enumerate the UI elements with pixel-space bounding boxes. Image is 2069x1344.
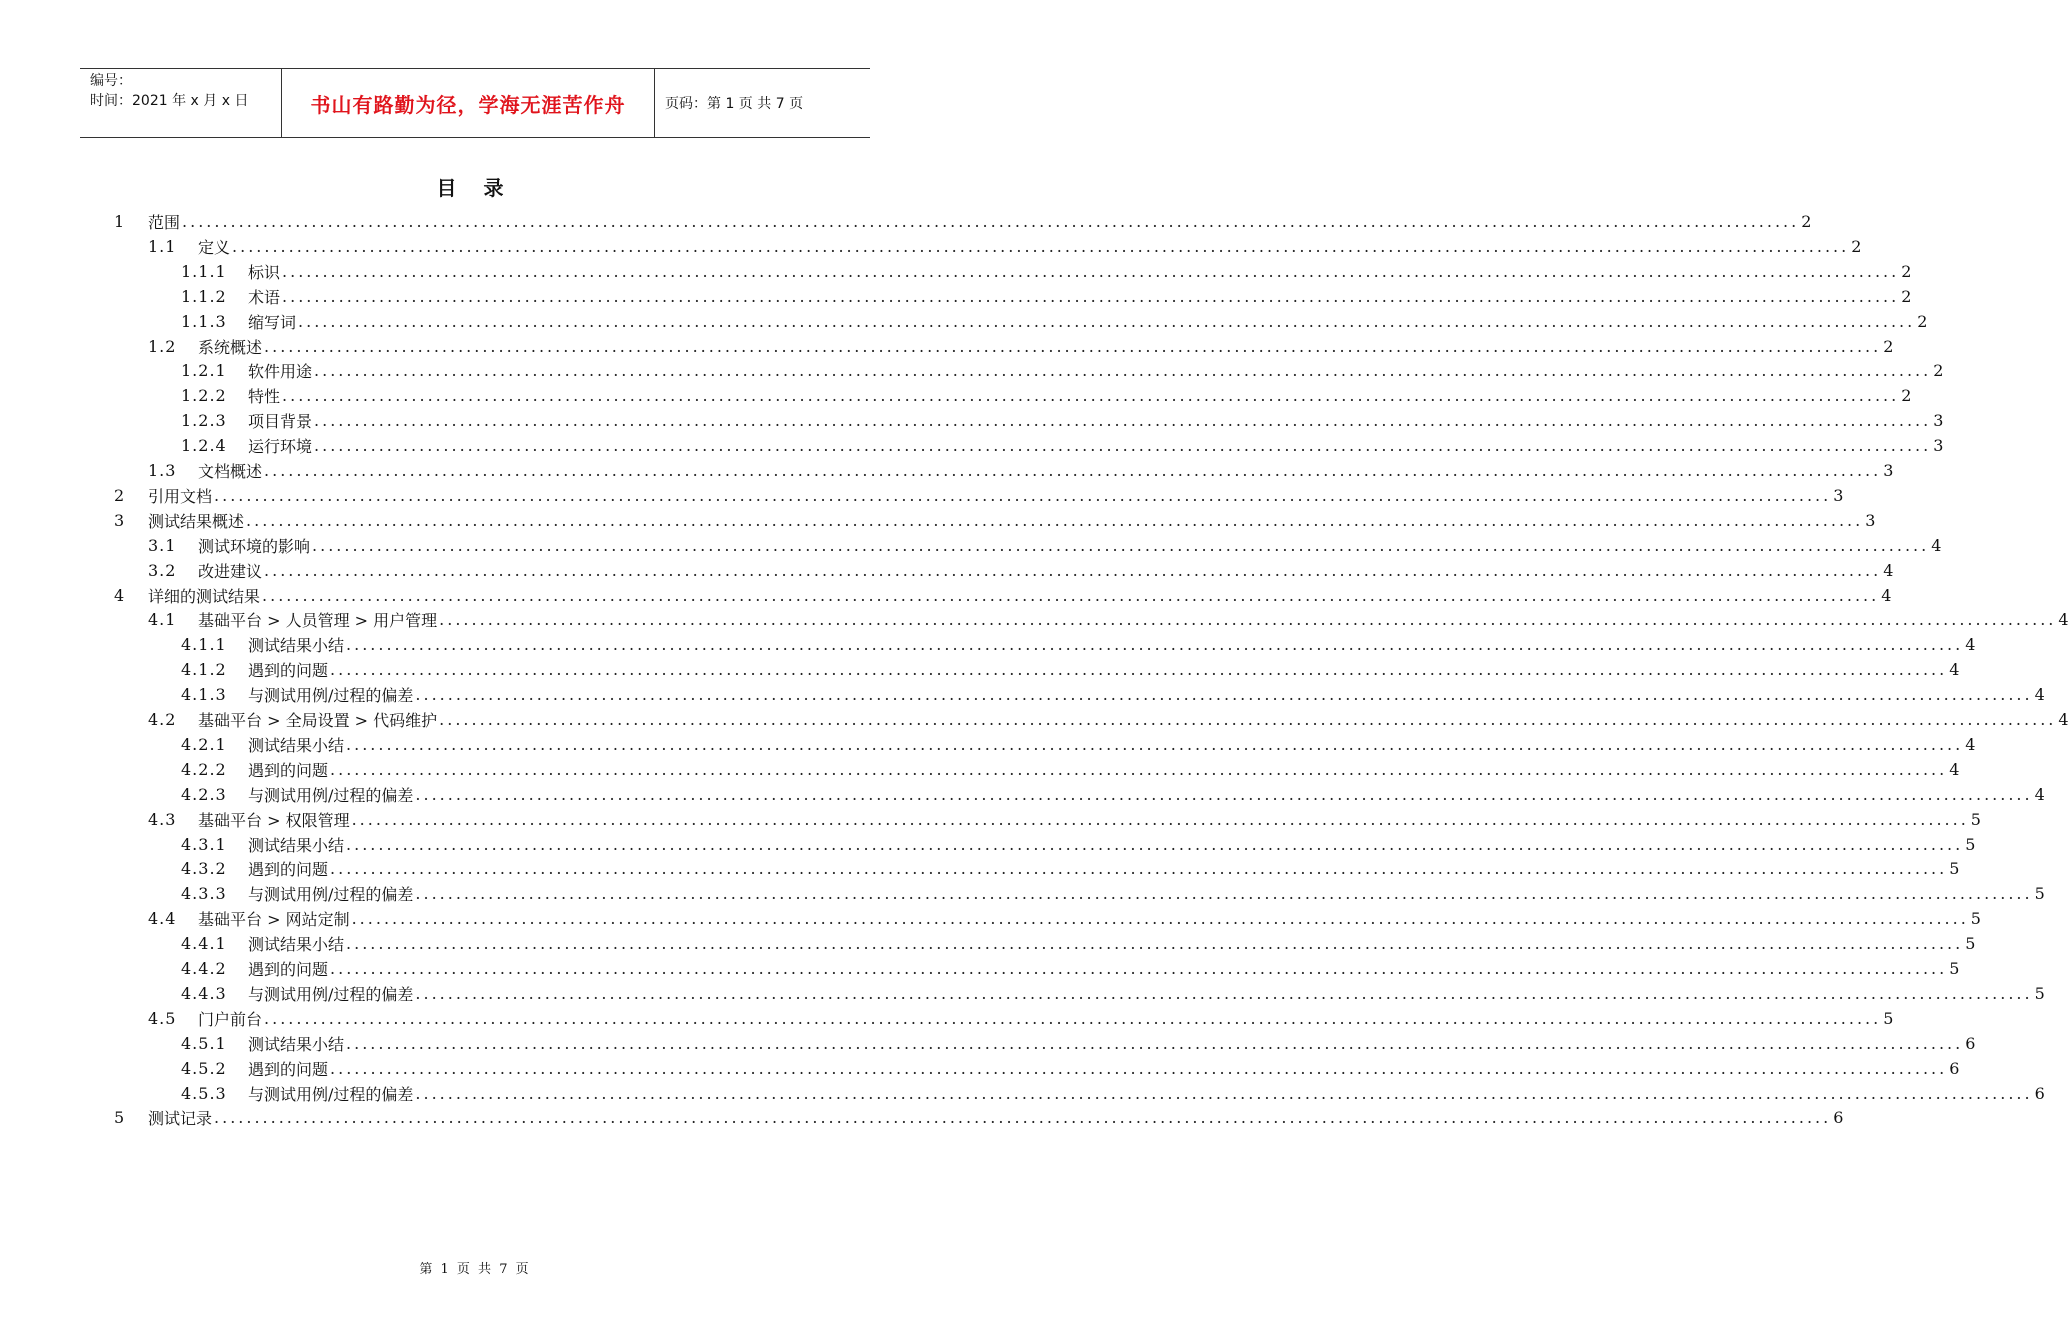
toc-entry-title: 与测试用例/过程的偏差 — [248, 785, 414, 805]
toc-entry-page: 4 — [2034, 685, 2045, 705]
toc-entry-title: 遇到的问题 — [248, 960, 329, 979]
toc-entry-page: 2 — [1917, 311, 1928, 331]
toc-entry-title: 软件用途 — [248, 362, 313, 382]
toc-entry[interactable] — [114, 1105, 1844, 1130]
toc-entry-number: 1.2.3 — [181, 411, 227, 431]
toc-entry-page: 6 — [1949, 1058, 1960, 1078]
toc-leader-dots: ........................................................................................................................................................................................................ — [182, 212, 1800, 231]
toc-entry-title: 测试结果小结 — [248, 1034, 345, 1054]
toc-leader-dots: ........................................................................................................................................................................................................ — [439, 710, 2057, 729]
page-header — [80, 68, 870, 138]
toc-entry-title: 与测试用例/过程的偏差 — [248, 686, 414, 706]
toc-entry[interactable] — [148, 558, 1894, 583]
toc-entry-page: 2 — [1901, 261, 1912, 281]
toc-entry[interactable] — [181, 408, 1944, 433]
toc-entry-page: 5 — [1949, 959, 1960, 978]
toc-entry[interactable] — [181, 856, 1960, 881]
toc-leader-dots: ........................................................................................................................................................................................................ — [415, 1083, 2033, 1103]
toc-entry[interactable] — [181, 309, 1928, 334]
toc-leader-dots: ........................................................................................................................................................................................................ — [282, 386, 1900, 406]
toc-entry[interactable] — [148, 1006, 1894, 1031]
toc-leader-dots: ........................................................................................................................................................................................................ — [314, 361, 1932, 381]
toc-entry-page: 4 — [1965, 635, 1976, 655]
toc-entry-number: 3.1 — [148, 535, 177, 555]
toc-entry[interactable] — [181, 1031, 1976, 1056]
toc-leader-dots: ........................................................................................................................................................................................................ — [312, 535, 1930, 555]
toc-entry-number: 4.1.3 — [181, 685, 227, 705]
toc-entry-page: 3 — [1833, 485, 1844, 505]
toc-entry-title: 测试结果概述 — [148, 511, 245, 531]
toc-entry-title: 与测试用例/过程的偏差 — [248, 984, 414, 1004]
header-motto: 书山有路勤为径，学海无涯苦作舟 — [310, 92, 626, 117]
toc-leader-dots: ........................................................................................................................................................................................................ — [346, 1033, 1964, 1053]
toc-entry[interactable] — [148, 533, 1942, 558]
toc-leader-dots: ........................................................................................................................................................................................................ — [298, 311, 1916, 331]
toc-entry-title: 测试结果小结 — [248, 636, 345, 656]
toc-leader-dots: ........................................................................................................................................................................................................ — [314, 411, 1932, 431]
toc-leader-dots: ........................................................................................................................................................................................................ — [415, 784, 2033, 804]
toc-entry-number: 4 — [114, 585, 126, 605]
page-footer: 第 1 页 共 7 页 — [419, 1262, 531, 1277]
toc-entry-title: 遇到的问题 — [248, 760, 329, 780]
toc-entry-number: 4.1 — [148, 610, 177, 630]
toc-entry-title: 改进建议 — [198, 561, 263, 581]
header-page-count: 页码：第 1 页 共 7 页 — [665, 96, 804, 112]
toc-leader-dots: ........................................................................................................................................................................................................ — [415, 685, 2033, 705]
toc-entry-page: 3 — [1883, 461, 1894, 480]
toc-entry[interactable] — [148, 607, 2069, 632]
toc-entry[interactable] — [148, 458, 1894, 483]
toc-entry-number: 4.3 — [148, 809, 177, 829]
toc-entry-title: 基础平台 > 全局设置 > 代码维护 — [198, 711, 438, 730]
toc-entry[interactable] — [114, 583, 1892, 608]
toc-leader-dots: ........................................................................................................................................................................................................ — [282, 286, 1900, 306]
toc-entry-number: 4.2.3 — [181, 784, 227, 804]
toc-entry[interactable] — [148, 707, 2069, 732]
toc-entry[interactable] — [181, 657, 1960, 682]
toc-entry[interactable] — [181, 284, 1912, 309]
toc-leader-dots: ........................................................................................................................................................................................................ — [351, 809, 1969, 829]
toc-entry[interactable] — [181, 682, 2045, 707]
toc-leader-dots: ........................................................................................................................................................................................................ — [314, 436, 1932, 456]
toc-entry-number: 4.2.2 — [181, 759, 227, 779]
toc-entry-page: 4 — [2034, 784, 2045, 804]
toc-entry-page: 3 — [1933, 436, 1944, 456]
toc-entry[interactable] — [181, 1081, 2045, 1106]
toc-entry-number: 4.5 — [148, 1008, 177, 1028]
toc-entry-page: 4 — [2058, 610, 2069, 630]
toc-entry-number: 1.1.3 — [181, 311, 227, 331]
toc-entry-page: 5 — [1970, 809, 1981, 829]
header-page-info — [655, 69, 870, 137]
toc-entry-page: 2 — [1883, 336, 1894, 356]
toc-entry[interactable] — [181, 981, 2045, 1006]
toc-leader-dots: ........................................................................................................................................................................................................ — [330, 959, 1948, 978]
toc-entry[interactable] — [181, 358, 1944, 383]
toc-leader-dots: ........................................................................................................................................................................................................ — [346, 734, 1964, 754]
toc-entry-number: 4.1.2 — [181, 660, 227, 680]
document-number: 编号： — [90, 73, 132, 89]
toc-entry-title: 范围 — [148, 213, 181, 232]
toc-entry-number: 4.2 — [148, 710, 177, 729]
toc-entry-number: 3 — [114, 510, 126, 530]
toc-leader-dots: ........................................................................................................................................................................................................ — [282, 261, 1900, 281]
toc-entry-number: 4.4.1 — [181, 934, 227, 954]
toc-entry-title: 详细的测试结果 — [148, 586, 261, 606]
toc-entry-number: 1.2.4 — [181, 436, 227, 456]
toc-leader-dots: ........................................................................................................................................................................................................ — [351, 909, 1969, 929]
toc-entry-page: 4 — [1881, 585, 1892, 605]
toc-entry-page: 6 — [2034, 1083, 2045, 1103]
toc-entry-title: 系统概述 — [198, 337, 263, 357]
toc-entry-title: 遇到的问题 — [248, 661, 329, 681]
toc-entry[interactable] — [181, 433, 1944, 458]
toc-entry-page: 5 — [1970, 909, 1981, 929]
toc-entry-title: 项目背景 — [248, 412, 313, 432]
toc-entry-page: 5 — [1965, 934, 1976, 954]
toc-entry[interactable] — [148, 334, 1894, 359]
toc-entry-number: 4.3.3 — [181, 884, 227, 904]
toc-entry-title: 引用文档 — [148, 486, 213, 506]
toc-leader-dots: ........................................................................................................................................................................................................ — [214, 1108, 1832, 1128]
toc-entry[interactable] — [181, 956, 1960, 981]
toc-entry-number: 1 — [114, 212, 126, 231]
toc-entry[interactable] — [148, 807, 1981, 832]
toc-entry-page: 5 — [1949, 859, 1960, 879]
toc-entry-title: 运行环境 — [248, 437, 313, 457]
header-meta — [80, 69, 282, 137]
toc-entry-number: 1.3 — [148, 461, 177, 480]
toc-entry-title: 测试环境的影响 — [198, 536, 311, 556]
toc-entry-number: 4.5.2 — [181, 1058, 227, 1078]
toc-entry-page: 4 — [1883, 560, 1894, 580]
header-motto-cell — [282, 69, 655, 137]
toc-entry-number: 5 — [114, 1108, 126, 1128]
toc-entry-title: 与测试用例/过程的偏差 — [248, 885, 414, 905]
toc-entry-title: 测试结果小结 — [248, 835, 345, 855]
toc-entry[interactable] — [181, 1056, 1960, 1081]
toc-entry[interactable] — [148, 234, 1862, 259]
toc-entry[interactable] — [181, 732, 1976, 757]
toc-entry-number: 1.1.2 — [181, 286, 227, 306]
toc-entry-page: 4 — [2058, 710, 2069, 729]
toc-leader-dots: ........................................................................................................................................................................................................ — [264, 336, 1882, 356]
toc-entry[interactable] — [181, 881, 2045, 906]
toc-entry-title: 测试记录 — [148, 1109, 213, 1129]
toc-leader-dots: ........................................................................................................................................................................................................ — [330, 759, 1948, 779]
toc-entry-title: 基础平台 > 人员管理 > 用户管理 — [198, 611, 438, 631]
toc-leader-dots: ........................................................................................................................................................................................................ — [264, 560, 1882, 580]
toc-entry-page: 5 — [2034, 983, 2045, 1003]
toc-leader-dots: ........................................................................................................................................................................................................ — [415, 983, 2033, 1003]
toc-entry[interactable] — [181, 632, 1976, 657]
toc-entry-number: 4.3.1 — [181, 834, 227, 854]
toc-entry-page: 4 — [1949, 759, 1960, 779]
toc-entry-number: 3.2 — [148, 560, 177, 580]
toc-entry-page: 2 — [1901, 286, 1912, 306]
toc-entry[interactable] — [181, 931, 1976, 956]
toc-entry-title: 标识 — [248, 262, 281, 282]
toc-leader-dots: ........................................................................................................................................................................................................ — [346, 635, 1964, 655]
toc-entry-number: 1.2.1 — [181, 361, 227, 381]
toc-leader-dots: ........................................................................................................................................................................................................ — [346, 934, 1964, 954]
toc-entry-number: 4.4 — [148, 909, 177, 929]
toc-entry-page: 3 — [1933, 411, 1944, 431]
toc-leader-dots: ........................................................................................................................................................................................................ — [264, 1008, 1882, 1028]
toc-entry[interactable] — [181, 383, 1912, 408]
toc-entry-title: 基础平台 > 权限管理 — [198, 810, 350, 830]
toc-entry-title: 测试结果小结 — [248, 735, 345, 755]
toc-entry-number: 1.2.2 — [181, 386, 227, 406]
toc-entry-number: 4.5.1 — [181, 1033, 227, 1053]
toc-leader-dots: ........................................................................................................................................................................................................ — [262, 585, 1880, 605]
toc-entry-title: 测试结果小结 — [248, 935, 345, 955]
toc-leader-dots: ........................................................................................................................................................................................................ — [246, 510, 1864, 530]
toc-leader-dots: ........................................................................................................................................................................................................ — [330, 660, 1948, 680]
toc-entry-page: 4 — [1949, 660, 1960, 680]
toc-entry-title: 基础平台 > 网站定制 — [198, 910, 350, 930]
toc-entry-page: 2 — [1901, 386, 1912, 406]
document-date: 时间：2021 年 x 月 x 日 — [90, 93, 249, 109]
toc-leader-dots: ........................................................................................................................................................................................................ — [264, 461, 1882, 480]
toc-entry-title: 遇到的问题 — [248, 860, 329, 880]
toc-entry-number: 1.1 — [148, 236, 177, 256]
toc-entry[interactable] — [181, 757, 1960, 782]
toc-entry[interactable] — [114, 483, 1844, 508]
toc-entry-title: 与测试用例/过程的偏差 — [248, 1084, 414, 1104]
toc-leader-dots: ........................................................................................................................................................................................................ — [232, 236, 1850, 256]
toc-entry-page: 3 — [1865, 510, 1876, 530]
toc-entry-number: 4.4.3 — [181, 983, 227, 1003]
toc-entry-page: 6 — [1833, 1108, 1844, 1128]
toc-entry-page: 6 — [1965, 1033, 1976, 1053]
toc-entry-number: 4.1.1 — [181, 635, 227, 655]
toc-title: 目 录 — [436, 176, 514, 200]
toc-entry-title: 门户前台 — [198, 1009, 263, 1029]
toc-leader-dots: ........................................................................................................................................................................................................ — [330, 1058, 1948, 1078]
toc-entry-page: 4 — [1965, 734, 1976, 754]
toc-leader-dots: ........................................................................................................................................................................................................ — [415, 884, 2033, 904]
toc-entry-title: 特性 — [248, 387, 281, 407]
toc-entry-number: 4.3.2 — [181, 859, 227, 879]
toc-entry[interactable] — [148, 906, 1981, 931]
toc-entry-title: 术语 — [248, 287, 281, 307]
toc-entry[interactable] — [181, 782, 2045, 807]
toc-entry-page: 2 — [1851, 236, 1862, 256]
toc-entry[interactable] — [181, 832, 1976, 857]
toc-leader-dots: ........................................................................................................................................................................................................ — [346, 834, 1964, 854]
toc-entry-number: 4.4.2 — [181, 959, 227, 978]
toc-leader-dots: ........................................................................................................................................................................................................ — [330, 859, 1948, 879]
toc-entry-number: 4.5.3 — [181, 1083, 227, 1103]
toc-entry-page: 2 — [1801, 212, 1812, 231]
toc-entry-page: 4 — [1931, 535, 1942, 555]
toc-entry-number: 2 — [114, 485, 126, 505]
toc-entry-page: 5 — [1883, 1008, 1894, 1028]
toc-entry-title: 遇到的问题 — [248, 1059, 329, 1079]
toc-entry-number: 4.2.1 — [181, 734, 227, 754]
toc-entry-number: 1.2 — [148, 336, 177, 356]
toc-entry-title: 定义 — [198, 237, 231, 257]
toc-entry[interactable] — [114, 209, 1812, 234]
toc-entry-page: 5 — [2034, 884, 2045, 904]
toc-entry[interactable] — [181, 259, 1912, 284]
toc-leader-dots: ........................................................................................................................................................................................................ — [214, 485, 1832, 505]
toc-entry-number: 1.1.1 — [181, 261, 227, 281]
toc-leader-dots: ........................................................................................................................................................................................................ — [439, 610, 2057, 630]
toc-entry-title: 缩写词 — [248, 312, 297, 332]
toc-entry-title: 文档概述 — [198, 462, 263, 481]
toc-entry-page: 2 — [1933, 361, 1944, 381]
toc-entry[interactable] — [114, 508, 1876, 533]
toc-entry-page: 5 — [1965, 834, 1976, 854]
